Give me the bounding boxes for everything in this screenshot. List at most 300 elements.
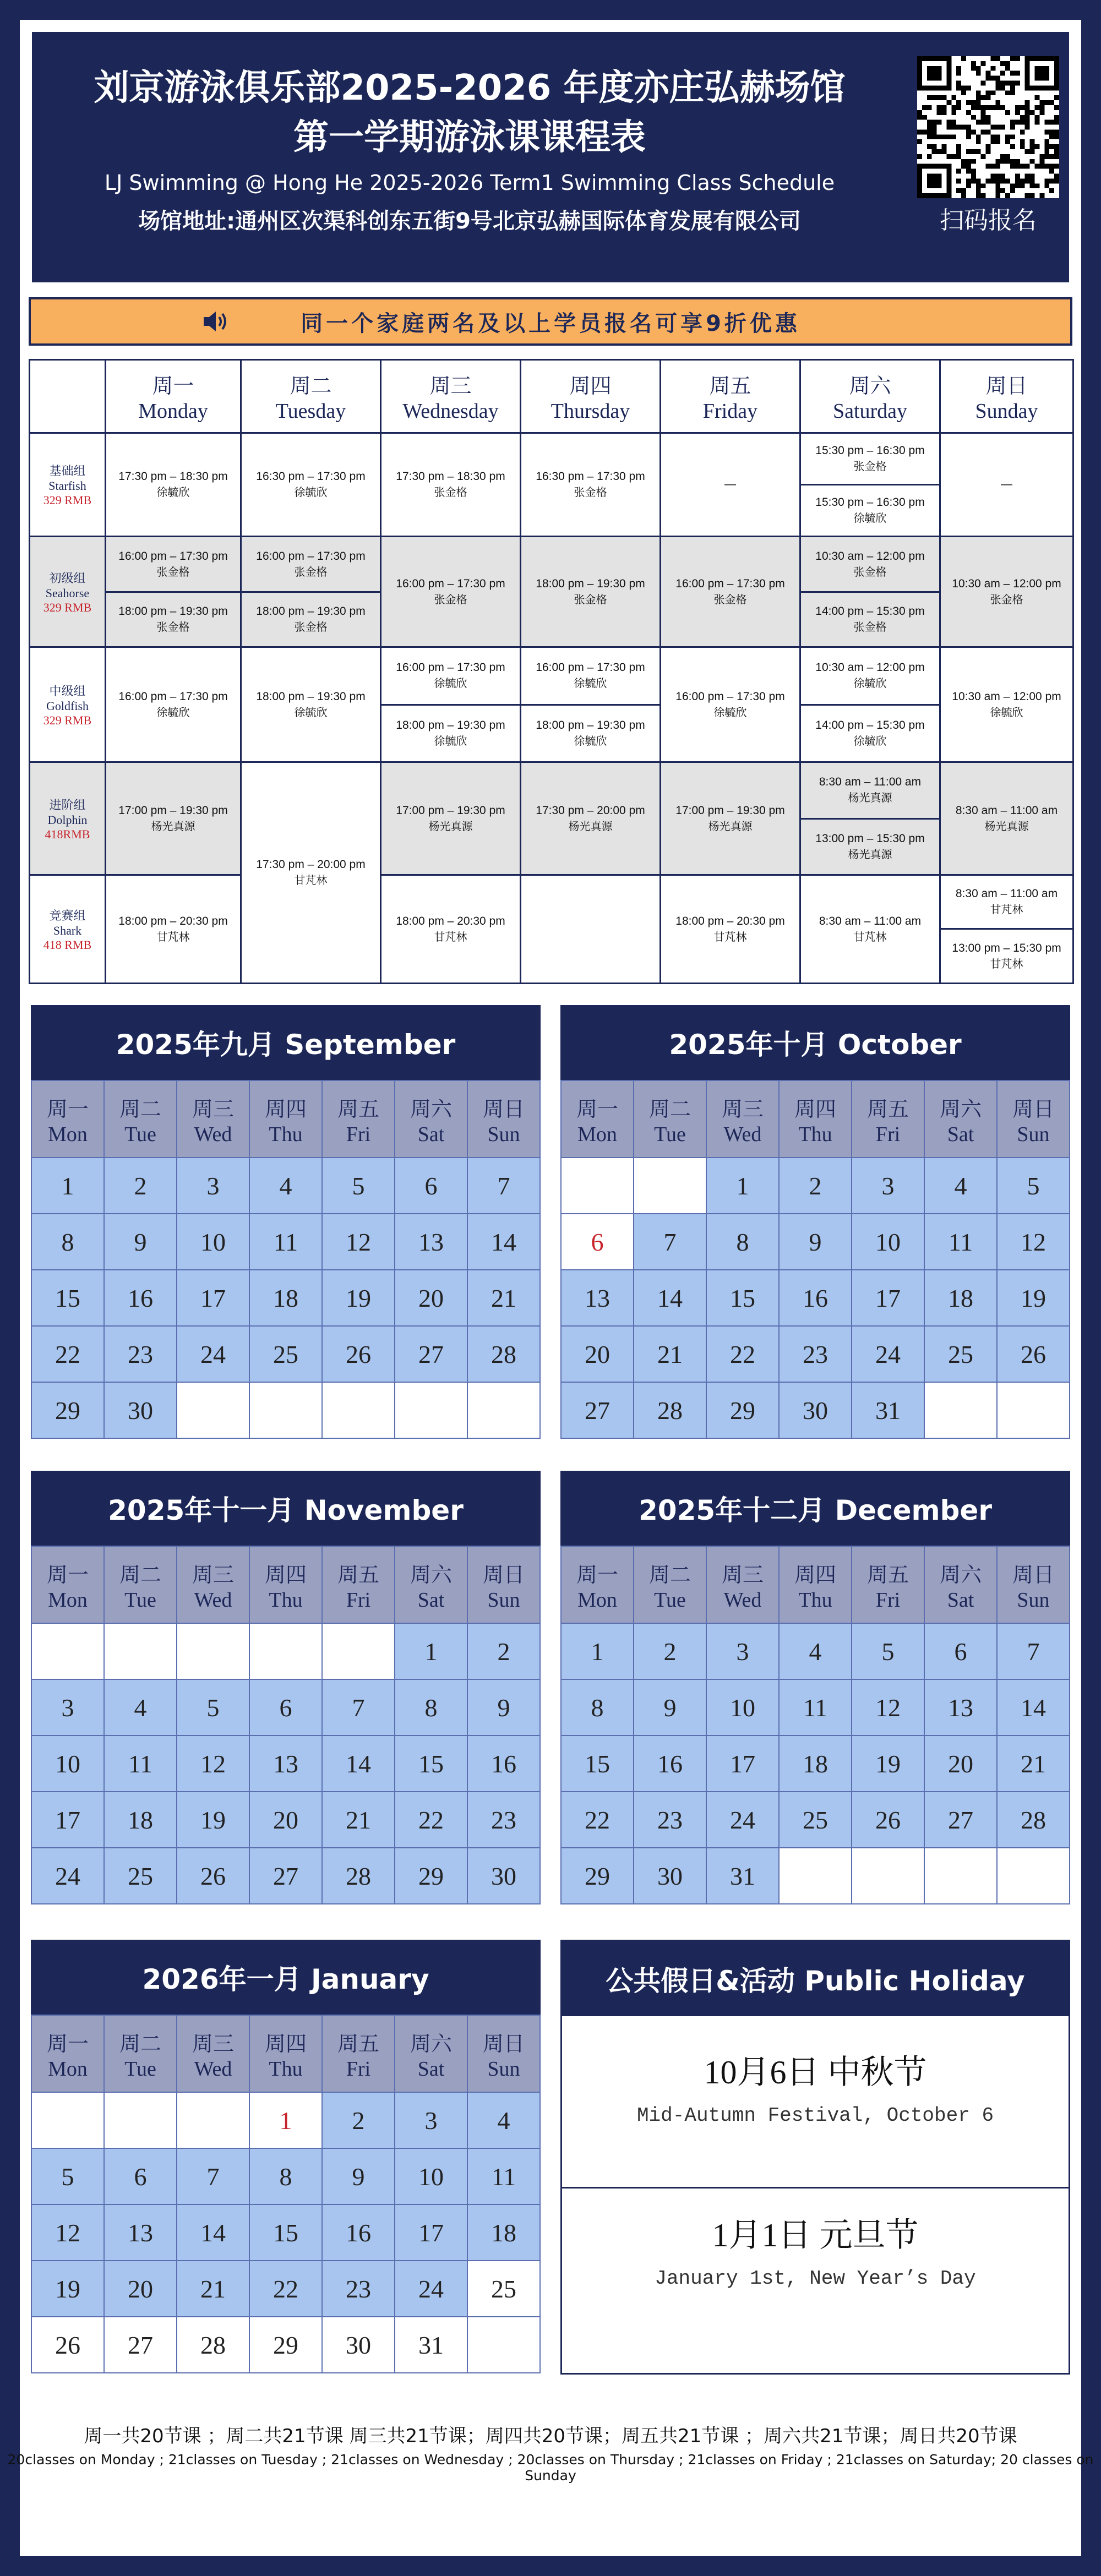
calendar-day: 2	[105, 1158, 177, 1214]
calendar-title: 2025年十月 October	[560, 1005, 1070, 1080]
calendar-day: 25	[780, 1792, 852, 1848]
weekday-header: 周四 Thu	[250, 1081, 323, 1158]
calendar-day: 2	[780, 1158, 852, 1214]
calendar-day: 3	[852, 1158, 925, 1214]
calendar-day: 20	[562, 1327, 634, 1383]
group-label: 中级组 Goldfish 329 RMB	[30, 647, 106, 762]
calendar-day: 26	[852, 1792, 925, 1848]
calendar-day: 11	[925, 1214, 998, 1270]
calendar-day: 22	[395, 1792, 468, 1848]
calendar-december	[560, 1471, 1070, 1904]
calendar-day: 13	[250, 1736, 323, 1792]
calendar-day: 18	[925, 1270, 998, 1327]
title-line-1: 刘京游泳俱乐部2025-2026 年度亦庄弘赫场馆	[94, 68, 846, 108]
class-slot: 18:00 pm – 20:30 pm 甘芃林	[106, 875, 241, 984]
day-header: 周日 Sunday	[940, 360, 1073, 433]
class-schedule-table	[29, 359, 1074, 984]
calendar-day: 14	[177, 2205, 250, 2261]
class-slot: 16:00 pm – 17:30 pm 徐毓欣	[381, 647, 521, 705]
weekday-header: 周三 Wed	[177, 2016, 250, 2093]
class-slot: 16:00 pm – 17:30 pm 徐毓欣	[521, 647, 661, 705]
class-slot: 17:30 pm – 20:00 pm 杨光真源	[521, 762, 661, 875]
class-slot: 13:00 pm – 15:30 pm 杨光真源	[800, 818, 940, 875]
calendar-day: 4	[105, 1680, 177, 1736]
calendar-day: 16	[780, 1270, 852, 1327]
calendar-day: 9	[468, 1680, 541, 1736]
weekday-header: 周二 Tue	[105, 1081, 177, 1158]
footer-class-counts-en: 20classes on Monday ; 21classes on Tuesday ; 21classes on Wednesday ; 20classes on Thursday ; 21classes on Friday ; 21classes on Saturday; 20 classes on Sunday	[7, 2452, 1094, 2484]
calendar-day: 8	[562, 1680, 634, 1736]
class-slot: 18:00 pm – 20:30 pm 甘芃林	[381, 875, 521, 984]
weekday-header: 周一 Mon	[562, 1081, 634, 1158]
subtitle-en: LJ Swimming @ Hong He 2025-2026 Term1 Swimming Class Schedule	[104, 171, 835, 195]
calendar-day: 20	[395, 1270, 468, 1327]
class-slot: 10:30 am – 12:00 pm 张金格	[940, 537, 1073, 647]
calendar-day: 24	[177, 1327, 250, 1383]
calendar-empty-cell	[323, 1624, 395, 1680]
calendar-day: 21	[177, 2261, 250, 2317]
calendar-day: 13	[105, 2205, 177, 2261]
class-slot: 17:30 pm – 18:30 pm 张金格	[381, 433, 521, 537]
day-header: 周二 Tuesday	[241, 360, 381, 433]
holiday-name-en: Mid-Autumn Festival, October 6	[636, 2104, 994, 2127]
day-header: 周六 Saturday	[800, 360, 940, 433]
calendar-day: 17	[32, 1792, 105, 1848]
calendar-day: 21	[998, 1736, 1070, 1792]
calendar-day: 27	[105, 2317, 177, 2373]
calendar-day: 5	[852, 1624, 925, 1680]
holiday-title: 公共假日&活动 Public Holiday	[562, 1941, 1069, 2016]
calendar-day: 18	[105, 1792, 177, 1848]
calendar-day: 29	[395, 1848, 468, 1904]
weekday-header: 周一 Mon	[32, 1081, 105, 1158]
class-slot: 17:00 pm – 19:30 pm 杨光真源	[661, 762, 800, 875]
weekday-header: 周四 Thu	[250, 2016, 323, 2093]
calendar-day: 16	[105, 1270, 177, 1327]
calendar-day: 1	[562, 1624, 634, 1680]
class-slot: 10:30 am – 12:00 pm 张金格	[800, 537, 940, 592]
calendar-day: 11	[780, 1680, 852, 1736]
calendar-empty-cell	[105, 1624, 177, 1680]
calendar-day: 1	[250, 2093, 323, 2149]
discount-banner	[29, 297, 1072, 346]
calendar-day: 28	[323, 1848, 395, 1904]
weekday-header: 周六 Sat	[395, 1081, 468, 1158]
calendar-october	[560, 1005, 1070, 1439]
calendar-day: 14	[468, 1214, 541, 1270]
weekday-header: 周四 Thu	[780, 1081, 852, 1158]
calendar-day: 3	[395, 2093, 468, 2149]
weekday-header: 周六 Sat	[395, 1547, 468, 1624]
class-slot: 17:00 pm – 19:30 pm 杨光真源	[106, 762, 241, 875]
class-slot: 16:00 pm – 17:30 pm 张金格	[106, 537, 241, 592]
calendar-day: 8	[707, 1214, 780, 1270]
calendar-day: 10	[852, 1214, 925, 1270]
calendar-empty-cell	[468, 2317, 541, 2373]
calendar-day: 25	[250, 1327, 323, 1383]
calendar-day: 9	[634, 1680, 707, 1736]
calendar-grid	[31, 1080, 541, 1439]
calendar-day: 19	[852, 1736, 925, 1792]
calendar-day: 9	[105, 1214, 177, 1270]
venue-address: 场馆地址:通州区次渠科创东五街9号北京弘赫国际体育发展有限公司	[138, 209, 801, 234]
calendar-day: 29	[32, 1383, 105, 1439]
class-slot: 18:00 pm – 19:30 pm 徐毓欣	[241, 647, 381, 762]
calendar-day: 13	[395, 1214, 468, 1270]
calendar-day: 2	[634, 1624, 707, 1680]
calendar-day: 30	[468, 1848, 541, 1904]
calendar-day: 12	[177, 1736, 250, 1792]
weekday-header: 周三 Wed	[177, 1081, 250, 1158]
holiday-item	[562, 2046, 1069, 2127]
calendar-empty-cell	[998, 1848, 1070, 1904]
class-slot: 18:00 pm – 19:30 pm 徐毓欣	[381, 705, 521, 762]
class-slot: 16:00 pm – 17:30 pm 徐毓欣	[106, 647, 241, 762]
calendar-day: 12	[32, 2205, 105, 2261]
calendar-day: 1	[395, 1624, 468, 1680]
banner-text: 同一个家庭两名及以上学员报名可享9折优惠	[301, 310, 800, 336]
calendar-day: 27	[395, 1327, 468, 1383]
class-slot: 16:00 pm – 17:30 pm 张金格	[241, 537, 381, 592]
calendar-day: 7	[323, 1680, 395, 1736]
calendar-day: 25	[105, 1848, 177, 1904]
speaker-icon	[201, 309, 230, 334]
calendar-day: 20	[250, 1792, 323, 1848]
day-header: 周三 Wednesday	[381, 360, 521, 433]
calendar-day: 21	[634, 1327, 707, 1383]
calendar-day: 13	[925, 1680, 998, 1736]
calendar-day: 9	[323, 2149, 395, 2205]
calendar-day: 12	[998, 1214, 1070, 1270]
calendar-grid	[31, 1546, 541, 1904]
weekday-header: 周日 Sun	[468, 1081, 541, 1158]
weekday-header: 周日 Sun	[998, 1547, 1070, 1624]
class-slot: 15:30 pm – 16:30 pm 徐毓欣	[800, 484, 940, 536]
calendar-day: 2	[323, 2093, 395, 2149]
calendar-day: 15	[395, 1736, 468, 1792]
calendar-day: 21	[323, 1792, 395, 1848]
calendar-day: 30	[634, 1848, 707, 1904]
calendar-empty-cell	[852, 1848, 925, 1904]
calendar-title: 2025年十二月 December	[560, 1471, 1070, 1546]
calendar-day: 8	[250, 2149, 323, 2205]
calendar-day: 20	[105, 2261, 177, 2317]
calendar-january	[31, 1940, 541, 2373]
calendar-day: 14	[323, 1736, 395, 1792]
weekday-header: 周六 Sat	[925, 1081, 998, 1158]
class-slot: 18:00 pm – 19:30 pm 张金格	[106, 592, 241, 647]
calendar-day: 22	[562, 1792, 634, 1848]
calendar-day: 26	[323, 1327, 395, 1383]
class-slot: 18:00 pm – 19:30 pm 徐毓欣	[521, 705, 661, 762]
group-label: 初级组 Seahorse 329 RMB	[30, 537, 106, 647]
calendar-day: 19	[177, 1792, 250, 1848]
no-class: —	[940, 433, 1073, 537]
class-slot: 16:30 pm – 17:30 pm 徐毓欣	[241, 433, 381, 537]
calendar-grid	[31, 2015, 541, 2373]
calendar-day: 24	[32, 1848, 105, 1904]
class-slot: 8:30 am – 11:00 am 甘芃林	[800, 875, 940, 984]
class-slot: 18:00 pm – 19:30 pm 张金格	[521, 537, 661, 647]
weekday-header: 周一 Mon	[32, 1547, 105, 1624]
public-holiday-panel	[560, 1940, 1070, 2375]
calendar-september	[31, 1005, 541, 1439]
calendar-day: 31	[395, 2317, 468, 2373]
calendar-day: 14	[998, 1680, 1070, 1736]
holiday-item	[562, 2209, 1069, 2290]
calendar-day: 11	[105, 1736, 177, 1792]
calendar-title: 2025年十一月 November	[31, 1471, 541, 1546]
calendar-day: 29	[562, 1848, 634, 1904]
calendar-empty-cell	[925, 1383, 998, 1439]
weekday-header: 周日 Sun	[468, 1547, 541, 1624]
calendar-day: 16	[634, 1736, 707, 1792]
day-header: 周五 Friday	[661, 360, 800, 433]
calendar-day: 23	[323, 2261, 395, 2317]
calendar-day: 15	[707, 1270, 780, 1327]
weekday-header: 周六 Sat	[925, 1547, 998, 1624]
calendar-day: 17	[707, 1736, 780, 1792]
calendar-empty-cell	[395, 1383, 468, 1439]
class-slot: 16:00 pm – 17:30 pm 张金格	[661, 537, 800, 647]
holiday-name-en: January 1st, New Year’s Day	[655, 2267, 976, 2290]
calendar-day: 6	[562, 1214, 634, 1270]
day-header: 周一 Monday	[106, 360, 241, 433]
title-line-2: 第一学期游泳课课程表	[293, 117, 646, 158]
calendar-day: 6	[250, 1680, 323, 1736]
calendar-day: 22	[32, 1327, 105, 1383]
weekday-header: 周三 Wed	[707, 1547, 780, 1624]
class-slot: 14:00 pm – 15:30 pm 张金格	[800, 592, 940, 647]
class-slot: 10:30 am – 12:00 pm 徐毓欣	[940, 647, 1073, 762]
class-slot: 16:00 pm – 17:30 pm 徐毓欣	[661, 647, 800, 762]
calendar-day: 15	[562, 1736, 634, 1792]
calendar-day: 18	[468, 2205, 541, 2261]
calendar-day: 29	[250, 2317, 323, 2373]
calendar-day: 17	[852, 1270, 925, 1327]
calendar-day: 19	[323, 1270, 395, 1327]
calendar-day: 22	[250, 2261, 323, 2317]
calendar-day: 16	[323, 2205, 395, 2261]
weekday-header: 周日 Sun	[998, 1081, 1070, 1158]
calendar-day: 13	[562, 1270, 634, 1327]
weekday-header: 周四 Thu	[780, 1547, 852, 1624]
calendar-empty-cell	[780, 1848, 852, 1904]
calendar-day: 10	[177, 1214, 250, 1270]
calendar-grid	[560, 1546, 1070, 1904]
calendar-day: 3	[32, 1680, 105, 1736]
calendar-day: 15	[32, 1270, 105, 1327]
calendar-day: 9	[780, 1214, 852, 1270]
corner-cell	[30, 360, 106, 433]
calendar-day: 30	[780, 1383, 852, 1439]
calendar-day: 30	[323, 2317, 395, 2373]
calendar-day: 26	[177, 1848, 250, 1904]
calendar-day: 6	[925, 1624, 998, 1680]
weekday-header: 周六 Sat	[395, 2016, 468, 2093]
calendar-day: 31	[852, 1383, 925, 1439]
calendar-empty-cell	[250, 1383, 323, 1439]
calendar-day: 17	[395, 2205, 468, 2261]
calendar-day: 6	[105, 2149, 177, 2205]
calendar-day: 26	[32, 2317, 105, 2373]
calendar-empty-cell	[634, 1158, 707, 1214]
calendar-day: 3	[707, 1624, 780, 1680]
calendar-day: 30	[105, 1383, 177, 1439]
calendar-day: 27	[925, 1792, 998, 1848]
calendar-day: 18	[780, 1736, 852, 1792]
qr-code-icon[interactable]	[917, 56, 1059, 198]
calendar-day: 2	[468, 1624, 541, 1680]
weekday-header: 周三 Wed	[707, 1081, 780, 1158]
calendar-day: 27	[250, 1848, 323, 1904]
calendar-day: 4	[925, 1158, 998, 1214]
no-class: —	[661, 433, 800, 537]
holiday-date-cn: 10月6日 中秋节	[704, 2054, 927, 2091]
class-slot: 16:00 pm – 17:30 pm 张金格	[381, 537, 521, 647]
calendar-day: 10	[395, 2149, 468, 2205]
calendar-empty-cell	[250, 1624, 323, 1680]
calendar-empty-cell	[177, 2093, 250, 2149]
weekday-header: 周四 Thu	[250, 1547, 323, 1624]
calendar-empty-cell	[32, 1624, 105, 1680]
calendar-day: 4	[250, 1158, 323, 1214]
header	[32, 32, 1069, 282]
calendar-day: 31	[707, 1848, 780, 1904]
calendar-day: 23	[468, 1792, 541, 1848]
calendar-november	[31, 1471, 541, 1904]
calendar-day: 11	[250, 1214, 323, 1270]
calendar-title: 2025年九月 September	[31, 1005, 541, 1080]
class-slot: 16:30 pm – 17:30 pm 张金格	[521, 433, 661, 537]
calendar-day: 10	[32, 1736, 105, 1792]
calendar-day: 19	[998, 1270, 1070, 1327]
empty-slot	[521, 875, 661, 984]
calendar-day: 6	[395, 1158, 468, 1214]
calendar-day: 14	[634, 1270, 707, 1327]
class-slot: 14:00 pm – 15:30 pm 徐毓欣	[800, 705, 940, 762]
weekday-header: 周三 Wed	[177, 1547, 250, 1624]
calendar-day: 10	[707, 1680, 780, 1736]
calendar-day: 4	[780, 1624, 852, 1680]
calendar-empty-cell	[998, 1383, 1070, 1439]
calendar-title: 2026年一月 January	[31, 1940, 541, 2015]
calendar-day: 7	[177, 2149, 250, 2205]
calendar-day: 11	[468, 2149, 541, 2205]
calendar-day: 21	[468, 1270, 541, 1327]
class-slot: 8:30 am – 11:00 am 杨光真源	[940, 762, 1073, 875]
group-label: 竞赛组 Shark 418 RMB	[30, 875, 106, 984]
calendar-day: 28	[634, 1383, 707, 1439]
footer-class-counts-cn: 周一共20节课 ；周二共21节课 周三共21节课；周四共20节课；周五共21节课 ；周六共21节课；周日共20节课	[84, 2425, 1017, 2447]
calendar-day: 7	[998, 1624, 1070, 1680]
class-slot: 13:00 pm – 15:30 pm 甘芃林	[940, 929, 1073, 984]
class-slot: 8:30 am – 11:00 am 甘芃林	[940, 875, 1073, 929]
calendar-day: 24	[707, 1792, 780, 1848]
weekday-header: 周二 Tue	[634, 1081, 707, 1158]
calendar-day: 22	[707, 1327, 780, 1383]
calendar-day: 24	[395, 2261, 468, 2317]
calendar-day: 16	[468, 1736, 541, 1792]
group-label: 进阶组 Dolphin 418RMB	[30, 762, 106, 875]
weekday-header: 周日 Sun	[468, 2016, 541, 2093]
calendar-empty-cell	[562, 1158, 634, 1214]
calendar-empty-cell	[32, 2093, 105, 2149]
class-slot: 18:00 pm – 19:30 pm 张金格	[241, 592, 381, 647]
calendar-empty-cell	[177, 1624, 250, 1680]
calendar-day: 23	[105, 1327, 177, 1383]
class-slot: 17:30 pm – 20:00 pm 甘芃林	[241, 762, 381, 984]
day-header: 周四 Thursday	[521, 360, 661, 433]
class-slot: 10:30 am – 12:00 pm 徐毓欣	[800, 647, 940, 705]
weekday-header: 周二 Tue	[105, 1547, 177, 1624]
calendar-day: 23	[634, 1792, 707, 1848]
calendar-day: 20	[925, 1736, 998, 1792]
calendar-day: 25	[468, 2261, 541, 2317]
calendar-day: 5	[323, 1158, 395, 1214]
calendar-day: 12	[852, 1680, 925, 1736]
weekday-header: 周五 Fri	[323, 2016, 395, 2093]
calendar-day: 3	[177, 1158, 250, 1214]
weekday-header: 周二 Tue	[105, 2016, 177, 2093]
calendar-day: 17	[177, 1270, 250, 1327]
calendar-empty-cell	[323, 1383, 395, 1439]
calendar-day: 28	[177, 2317, 250, 2373]
class-slot: 15:30 pm – 16:30 pm 张金格	[800, 433, 940, 484]
calendar-empty-cell	[468, 1383, 541, 1439]
calendar-day: 4	[468, 2093, 541, 2149]
calendar-day: 18	[250, 1270, 323, 1327]
calendar-day: 8	[395, 1680, 468, 1736]
calendar-day: 5	[177, 1680, 250, 1736]
calendar-day: 5	[998, 1158, 1070, 1214]
class-slot: 17:30 pm – 18:30 pm 徐毓欣	[106, 433, 241, 537]
class-slot: 17:00 pm – 19:30 pm 杨光真源	[381, 762, 521, 875]
weekday-header: 周五 Fri	[323, 1081, 395, 1158]
calendar-empty-cell	[177, 1383, 250, 1439]
calendar-day: 27	[562, 1383, 634, 1439]
qr-label: 扫码报名	[940, 206, 1037, 234]
weekday-header: 周五 Fri	[852, 1081, 925, 1158]
weekday-header: 周五 Fri	[323, 1547, 395, 1624]
calendar-day: 8	[32, 1214, 105, 1270]
calendar-empty-cell	[105, 2093, 177, 2149]
weekday-header: 周一 Mon	[562, 1547, 634, 1624]
calendar-day: 12	[323, 1214, 395, 1270]
calendar-day: 1	[32, 1158, 105, 1214]
calendar-day: 1	[707, 1158, 780, 1214]
class-slot: 18:00 pm – 20:30 pm 甘芃林	[661, 875, 800, 984]
weekday-header: 周一 Mon	[32, 2016, 105, 2093]
calendar-day: 24	[852, 1327, 925, 1383]
weekday-header: 周五 Fri	[852, 1547, 925, 1624]
calendar-day: 23	[780, 1327, 852, 1383]
calendar-day: 29	[707, 1383, 780, 1439]
calendar-day: 28	[468, 1327, 541, 1383]
group-label: 基础组 Starfish 329 RMB	[30, 433, 106, 537]
calendar-day: 25	[925, 1327, 998, 1383]
holiday-date-cn: 1月1日 元旦节	[712, 2217, 919, 2253]
weekday-header: 周二 Tue	[634, 1547, 707, 1624]
calendar-day: 15	[250, 2205, 323, 2261]
calendar-day: 7	[468, 1158, 541, 1214]
calendar-grid	[560, 1080, 1070, 1439]
class-slot: 8:30 am – 11:00 am 杨光真源	[800, 762, 940, 818]
calendar-empty-cell	[925, 1848, 998, 1904]
calendar-day: 7	[634, 1214, 707, 1270]
calendar-day: 19	[32, 2261, 105, 2317]
calendar-day: 26	[998, 1327, 1070, 1383]
